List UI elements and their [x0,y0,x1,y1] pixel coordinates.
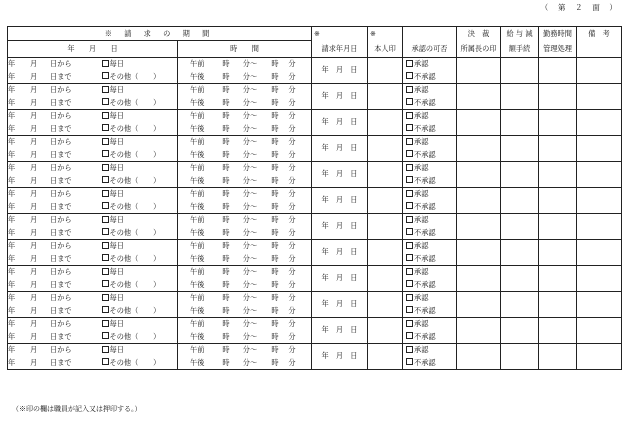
from-date-cell: 年 月 日から [8,318,102,331]
work-management-cell[interactable] [539,136,577,162]
request-row-top [8,110,622,123]
other-checkbox[interactable] [102,150,109,157]
other-option[interactable]: その他（ ） [102,357,178,370]
personal-seal-cell[interactable] [368,136,403,162]
other-option[interactable]: その他（ ） [102,253,178,266]
work-management-cell[interactable] [539,162,577,188]
to-date-cell: 年 月 日まで [8,97,102,110]
work-management-cell[interactable] [539,110,577,136]
reject-checkbox[interactable] [406,306,413,313]
from-date-cell: 年 月 日から [8,240,102,253]
approve-checkbox[interactable] [406,164,413,171]
request-row-top [8,344,622,357]
remarks-sub-header [577,41,622,58]
approve-option[interactable]: 承認 [403,318,457,331]
request-date-cell[interactable]: 年 月 日 [312,110,368,136]
personal-seal-cell[interactable] [368,162,403,188]
daily-checkbox[interactable] [102,242,109,249]
remarks-cell[interactable] [577,162,622,188]
request-date-cell[interactable]: 年 月 日 [312,136,368,162]
request-rows [8,58,622,370]
am-time-cell: 午前 時 分～ 時 分 [178,318,312,331]
reject-option[interactable]: 不承認 [403,149,457,162]
pm-time-cell: 午後 時 分～ 時 分 [178,123,312,136]
request-date-cell[interactable]: 年 月 日 [312,240,368,266]
daily-checkbox[interactable] [102,346,109,353]
am-time-cell: 午前 時 分～ 時 分 [178,58,312,71]
footnote: （※印の欄は職員が記入又は押印する。） [12,405,142,413]
from-date-cell: 年 月 日から [8,214,102,227]
personal-seal-cell[interactable] [368,110,403,136]
approve-option[interactable]: 承認 [403,162,457,175]
daily-checkbox[interactable] [102,294,109,301]
other-checkbox[interactable] [102,254,109,261]
reject-checkbox[interactable] [406,124,413,131]
salary-procedure-cell[interactable] [501,58,539,84]
request-row-top [8,162,622,175]
to-date-cell: 年 月 日まで [8,279,102,292]
reject-option[interactable]: 不承認 [403,201,457,214]
request-date-cell[interactable]: 年 月 日 [312,318,368,344]
other-option[interactable]: その他（ ） [102,331,178,344]
personal-seal-cell[interactable] [368,84,403,110]
approve-checkbox[interactable] [406,60,413,67]
daily-checkbox[interactable] [102,86,109,93]
remarks-cell[interactable] [577,188,622,214]
other-checkbox[interactable] [102,280,109,287]
from-date-cell: 年 月 日から [8,188,102,201]
other-checkbox[interactable] [102,124,109,131]
date-col-header: 年 月 日 [8,41,178,58]
personal-seal-cell[interactable] [368,318,403,344]
remarks-cell[interactable] [577,136,622,162]
personal-seal-cell[interactable] [368,214,403,240]
daily-option[interactable]: 毎日 [102,344,178,357]
work-management-cell[interactable] [539,266,577,292]
other-checkbox[interactable] [102,228,109,235]
salary-procedure-cell[interactable] [501,240,539,266]
to-date-cell: 年 月 日まで [8,175,102,188]
supervisor-seal-cell[interactable] [457,292,501,318]
am-time-cell: 午前 時 分～ 時 分 [178,240,312,253]
pm-time-cell: 午後 時 分～ 時 分 [178,227,312,240]
salary-procedure-cell[interactable] [501,266,539,292]
am-time-cell: 午前 時 分～ 時 分 [178,214,312,227]
request-row-top [8,58,622,71]
salary-header: 給 与 減 [501,27,539,41]
reject-option[interactable]: 不承認 [403,123,457,136]
other-option[interactable]: その他（ ） [102,149,178,162]
req-mark: ※ [312,27,368,41]
reject-checkbox[interactable] [406,358,413,365]
approve-option[interactable]: 承認 [403,266,457,279]
daily-option[interactable]: 毎日 [102,266,178,279]
salary-procedure-cell[interactable] [501,188,539,214]
reject-option[interactable]: 不承認 [403,279,457,292]
approve-checkbox[interactable] [406,346,413,353]
reject-checkbox[interactable] [406,150,413,157]
personal-seal-cell[interactable] [368,240,403,266]
supervisor-seal-cell[interactable] [457,240,501,266]
daily-option[interactable]: 毎日 [102,136,178,149]
daily-option[interactable]: 毎日 [102,292,178,305]
from-date-cell: 年 月 日から [8,84,102,97]
work-management-cell[interactable] [539,84,577,110]
other-option[interactable]: その他（ ） [102,305,178,318]
daily-option[interactable]: 毎日 [102,162,178,175]
from-date-cell: 年 月 日から [8,58,102,71]
daily-option[interactable]: 毎日 [102,84,178,97]
other-option[interactable]: その他（ ） [102,71,178,84]
request-date-cell[interactable]: 年 月 日 [312,58,368,84]
from-date-cell: 年 月 日から [8,292,102,305]
pm-time-cell: 午後 時 分～ 時 分 [178,149,312,162]
work-management-cell[interactable] [539,188,577,214]
remarks-cell[interactable] [577,344,622,370]
approve-checkbox[interactable] [406,138,413,145]
remarks-cell[interactable] [577,266,622,292]
reject-option[interactable]: 不承認 [403,97,457,110]
reject-checkbox[interactable] [406,98,413,105]
approve-checkbox[interactable] [406,216,413,223]
to-date-cell: 年 月 日まで [8,331,102,344]
other-checkbox[interactable] [102,332,109,339]
request-date-cell[interactable]: 年 月 日 [312,292,368,318]
approve-option[interactable]: 承認 [403,58,457,71]
request-date-cell[interactable]: 年 月 日 [312,162,368,188]
reject-option[interactable]: 不承認 [403,331,457,344]
salary-procedure-cell[interactable] [501,344,539,370]
supervisor-seal-cell[interactable] [457,162,501,188]
supervisor-seal-cell[interactable] [457,84,501,110]
page-number: （ 第 ２ 面 ） [540,3,618,12]
pm-time-cell: 午後 時 分～ 時 分 [178,357,312,370]
other-checkbox[interactable] [102,202,109,209]
approve-option[interactable]: 承認 [403,188,457,201]
am-time-cell: 午前 時 分～ 時 分 [178,162,312,175]
approve-checkbox[interactable] [406,320,413,327]
daily-checkbox[interactable] [102,112,109,119]
am-time-cell: 午前 時 分～ 時 分 [178,188,312,201]
supervisor-seal-cell[interactable] [457,136,501,162]
work-management-cell[interactable] [539,318,577,344]
approval-header-top [403,27,457,41]
personal-seal-cell[interactable] [368,266,403,292]
approve-checkbox[interactable] [406,86,413,93]
approve-option[interactable]: 承認 [403,344,457,357]
daily-checkbox[interactable] [102,138,109,145]
request-row-top [8,318,622,331]
pm-time-cell: 午後 時 分～ 時 分 [178,279,312,292]
request-date-cell[interactable]: 年 月 日 [312,214,368,240]
pm-time-cell: 午後 時 分～ 時 分 [178,253,312,266]
reject-option[interactable]: 不承認 [403,227,457,240]
supervisor-seal-cell[interactable] [457,214,501,240]
daily-checkbox[interactable] [102,164,109,171]
daily-option[interactable]: 毎日 [102,58,178,71]
to-date-cell: 年 月 日まで [8,201,102,214]
supervisor-seal-cell[interactable] [457,344,501,370]
pm-time-cell: 午後 時 分～ 時 分 [178,331,312,344]
request-row-top [8,240,622,253]
salary-procedure-cell[interactable] [501,136,539,162]
personal-seal-cell[interactable] [368,292,403,318]
salary-procedure-cell[interactable] [501,214,539,240]
other-checkbox[interactable] [102,98,109,105]
pm-time-cell: 午後 時 分～ 時 分 [178,175,312,188]
from-date-cell: 年 月 日から [8,266,102,279]
supervisor-seal-cell[interactable] [457,58,501,84]
reject-checkbox[interactable] [406,280,413,287]
approve-option[interactable]: 承認 [403,110,457,123]
am-time-cell: 午前 時 分～ 時 分 [178,84,312,97]
am-time-cell: 午前 時 分～ 時 分 [178,266,312,279]
approve-option[interactable]: 承認 [403,292,457,305]
from-date-cell: 年 月 日から [8,344,102,357]
to-date-cell: 年 月 日まで [8,357,102,370]
request-row-top [8,136,622,149]
daily-checkbox[interactable] [102,216,109,223]
seal-mark: ※ [368,27,403,41]
request-date-cell[interactable]: 年 月 日 [312,84,368,110]
work-management-cell[interactable] [539,58,577,84]
am-time-cell: 午前 時 分～ 時 分 [178,292,312,305]
request-period-table [7,26,622,370]
other-option[interactable]: その他（ ） [102,123,178,136]
request-row-top [8,188,622,201]
to-date-cell: 年 月 日まで [8,305,102,318]
approve-checkbox[interactable] [406,294,413,301]
other-option[interactable]: その他（ ） [102,279,178,292]
pm-time-cell: 午後 時 分～ 時 分 [178,71,312,84]
request-row-top [8,84,622,97]
reject-option[interactable]: 不承認 [403,71,457,84]
daily-checkbox[interactable] [102,60,109,67]
pm-time-cell: 午後 時 分～ 時 分 [178,305,312,318]
pm-time-cell: 午後 時 分～ 時 分 [178,201,312,214]
approve-checkbox[interactable] [406,190,413,197]
am-time-cell: 午前 時 分～ 時 分 [178,110,312,123]
personal-seal-cell[interactable] [368,188,403,214]
reject-checkbox[interactable] [406,254,413,261]
work-management-cell[interactable] [539,240,577,266]
daily-option[interactable]: 毎日 [102,214,178,227]
work-management-cell[interactable] [539,214,577,240]
daily-option[interactable]: 毎日 [102,240,178,253]
from-date-cell: 年 月 日から [8,110,102,123]
remarks-cell[interactable] [577,240,622,266]
daily-checkbox[interactable] [102,320,109,327]
reject-option[interactable]: 不承認 [403,357,457,370]
request-row-top [8,292,622,305]
other-checkbox[interactable] [102,306,109,313]
work-management-cell[interactable] [539,292,577,318]
seal-header: 本人印 [368,41,403,58]
daily-checkbox[interactable] [102,190,109,197]
decision-header: 決 裁 [457,27,501,41]
reject-checkbox[interactable] [406,202,413,209]
salary-procedure-cell[interactable] [501,110,539,136]
request-row-top [8,214,622,227]
other-option[interactable]: その他（ ） [102,175,178,188]
from-date-cell: 年 月 日から [8,162,102,175]
work-management-cell[interactable] [539,344,577,370]
approve-option[interactable]: 承認 [403,84,457,97]
period-title: ※ 請 求 の 期 間 [8,27,312,41]
remarks-cell[interactable] [577,318,622,344]
reject-checkbox[interactable] [406,228,413,235]
daily-option[interactable]: 毎日 [102,188,178,201]
request-date-cell[interactable]: 年 月 日 [312,188,368,214]
other-checkbox[interactable] [102,176,109,183]
pm-time-cell: 午後 時 分～ 時 分 [178,97,312,110]
decision-sub-header: 所属長の印 [457,41,501,58]
supervisor-seal-cell[interactable] [457,188,501,214]
remarks-cell[interactable] [577,84,622,110]
request-row-top [8,266,622,279]
approve-checkbox[interactable] [406,112,413,119]
personal-seal-cell[interactable] [368,344,403,370]
salary-sub-header: 額手続 [501,41,539,58]
request-date-cell[interactable]: 年 月 日 [312,344,368,370]
work-header: 勤務時間 [539,27,577,41]
remarks-cell[interactable] [577,58,622,84]
other-checkbox[interactable] [102,358,109,365]
remarks-cell[interactable] [577,214,622,240]
approve-checkbox[interactable] [406,268,413,275]
other-option[interactable]: その他（ ） [102,97,178,110]
daily-option[interactable]: 毎日 [102,318,178,331]
daily-checkbox[interactable] [102,268,109,275]
approve-checkbox[interactable] [406,242,413,249]
req-date-header: 請求年月日 [312,41,368,58]
approval-header: 承認の可否 [403,41,457,58]
personal-seal-cell[interactable] [368,58,403,84]
to-date-cell: 年 月 日まで [8,71,102,84]
reject-option[interactable]: 不承認 [403,305,457,318]
to-date-cell: 年 月 日まで [8,123,102,136]
to-date-cell: 年 月 日まで [8,227,102,240]
reject-checkbox[interactable] [406,176,413,183]
salary-procedure-cell[interactable] [501,162,539,188]
supervisor-seal-cell[interactable] [457,110,501,136]
reject-checkbox[interactable] [406,72,413,79]
supervisor-seal-cell[interactable] [457,266,501,292]
salary-procedure-cell[interactable] [501,318,539,344]
other-checkbox[interactable] [102,72,109,79]
other-option[interactable]: その他（ ） [102,201,178,214]
time-col-header: 時 間 [178,41,312,58]
to-date-cell: 年 月 日まで [8,149,102,162]
am-time-cell: 午前 時 分～ 時 分 [178,344,312,357]
work-sub-header: 管理処理 [539,41,577,58]
approve-option[interactable]: 承認 [403,214,457,227]
remarks-cell[interactable] [577,110,622,136]
daily-option[interactable]: 毎日 [102,110,178,123]
reject-option[interactable]: 不承認 [403,253,457,266]
salary-procedure-cell[interactable] [501,84,539,110]
from-date-cell: 年 月 日から [8,136,102,149]
other-option[interactable]: その他（ ） [102,227,178,240]
am-time-cell: 午前 時 分～ 時 分 [178,136,312,149]
approve-option[interactable]: 承認 [403,240,457,253]
reject-checkbox[interactable] [406,332,413,339]
supervisor-seal-cell[interactable] [457,318,501,344]
approve-option[interactable]: 承認 [403,136,457,149]
salary-procedure-cell[interactable] [501,292,539,318]
to-date-cell: 年 月 日まで [8,253,102,266]
reject-option[interactable]: 不承認 [403,175,457,188]
remarks-header: 備 考 [577,27,622,41]
remarks-cell[interactable] [577,292,622,318]
request-date-cell[interactable]: 年 月 日 [312,266,368,292]
